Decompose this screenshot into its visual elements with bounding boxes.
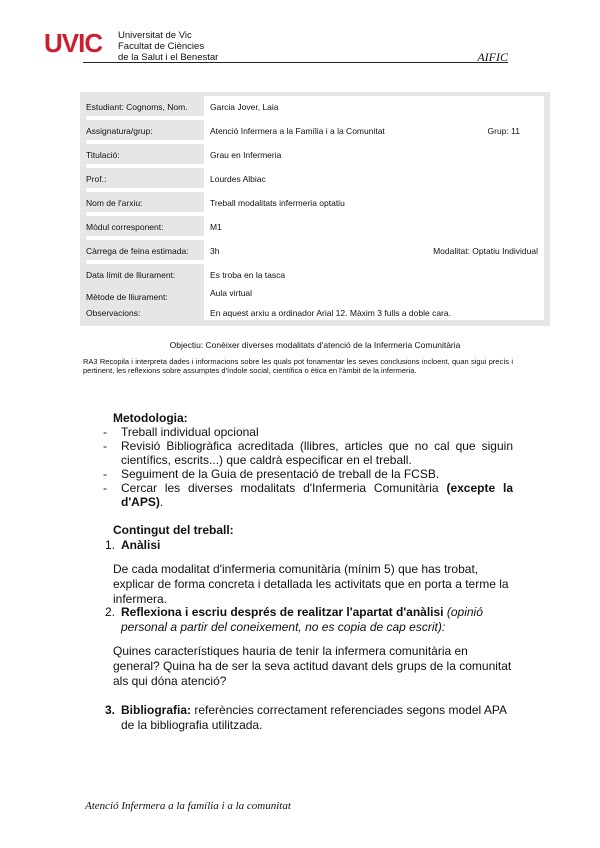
info-label: Mètode de lliurament: xyxy=(86,292,168,302)
metodologia-list xyxy=(103,425,513,509)
metodologia-title: Metodologia: xyxy=(113,411,188,425)
info-row xyxy=(86,120,544,140)
info-row xyxy=(86,240,544,260)
info-row xyxy=(86,302,544,322)
list-item: - Treball individual opcional xyxy=(103,425,259,439)
contingut-title: Contingut del treball: xyxy=(113,523,234,537)
info-label: Assignatura/grup: xyxy=(86,126,153,136)
info-value: Garcia Jover, Laia xyxy=(210,102,279,112)
info-row xyxy=(86,264,544,284)
info-label: Data límit de lliurament: xyxy=(86,270,176,280)
info-label: Titulació: xyxy=(86,150,120,160)
info-label: Nom de l'arxiu: xyxy=(86,198,143,208)
list-item: - Seguiment de la Guia de presentació de treball de la FCSB. xyxy=(103,467,440,481)
item2-text: Quines característiques hauria de tenir la infermera comunitària en general? Quina ha de ser la seva actitud davant dels grups de la comunitat als qui dóna atenció? xyxy=(113,644,512,688)
info-right-value: Modalitat: Optatiu Individual xyxy=(433,246,538,256)
info-value: En aquest arxiu a ordinador Arial 12. Màxim 3 fulls a doble cara. xyxy=(210,308,451,318)
header-tag: AIFIC xyxy=(477,50,508,64)
info-row xyxy=(86,96,544,116)
item2-heading: 2. Reflexiona i escriu després de realitzar l'apartat d'anàlisi (opinió personal a partir del coneixement, no es copia de cap escrit): xyxy=(105,605,483,634)
info-row xyxy=(86,282,544,302)
item3-heading: 3. Bibliografia: referències correctament referenciades segons model APA de la bibliografia utilitzada. xyxy=(105,703,507,732)
info-table xyxy=(80,92,550,326)
info-label: Estudiant: Cognoms, Nom. xyxy=(86,102,188,112)
info-label: Prof.: xyxy=(86,174,107,184)
institution-line: de la Salut i el Benestar xyxy=(118,52,219,63)
institution-name xyxy=(118,30,218,63)
info-row xyxy=(86,216,544,236)
info-row xyxy=(86,144,544,164)
info-value: M1 xyxy=(210,222,222,232)
info-value: Grau en Infermeria xyxy=(210,150,282,160)
info-value: 3h xyxy=(210,246,220,256)
uvic-logo: UVIC xyxy=(44,28,103,58)
list-item: - Revisió Bibliogràfica acreditada (llibres, articles que no cal que siguin científics, escrits...) que caldrà especificar en el treball. xyxy=(103,439,513,467)
info-value: Aula virtual xyxy=(210,288,253,298)
institution-line: Facultat de Ciències xyxy=(118,41,205,52)
info-label: Observacions: xyxy=(86,308,141,318)
info-value: Es troba en la tasca xyxy=(210,270,286,280)
info-row xyxy=(86,192,544,212)
page-footer: Atenció Infermera a la família i a la comunitat xyxy=(85,800,291,812)
institution-line: Universitat de Vic xyxy=(118,30,192,41)
info-right-value: Grup: 11 xyxy=(487,126,520,136)
item1-text: De cada modalitat d'infermeria comunitària (mínim 5) que has trobat, explicar de forma concreta i detallada les activitats que en porta a terme la infermera. xyxy=(113,562,509,606)
info-row xyxy=(86,168,544,188)
info-value: Lourdes Albiac xyxy=(210,174,266,184)
info-label: Càrrega de feina estimada: xyxy=(86,246,189,256)
header-divider xyxy=(83,62,508,63)
list-item: - Cercar les diverses modalitats d'Infermeria Comunitària (excepte la d'APS). xyxy=(103,481,513,509)
info-value: Treball modalitats infermeria optatiu xyxy=(210,198,345,208)
objective-text: Objectiu: Conèixer diverses modalitats d'atenció de la Infermeria Comunitària xyxy=(169,340,461,350)
info-value: Atenció Infermera a la Família i a la Comunitat xyxy=(210,126,385,136)
info-table-inner xyxy=(86,96,544,320)
info-label: Mòdul corresponent: xyxy=(86,222,164,232)
ra3-text: RA3 Recopila i interpreta dades i informacions sobre les quals pot fonamentar les seves conclusions incloent, quan sigui precís i pertinent, les reflexions sobre assumptes d'índole social, científica o ètica en l'àmbit de la infermeria. xyxy=(83,357,513,375)
